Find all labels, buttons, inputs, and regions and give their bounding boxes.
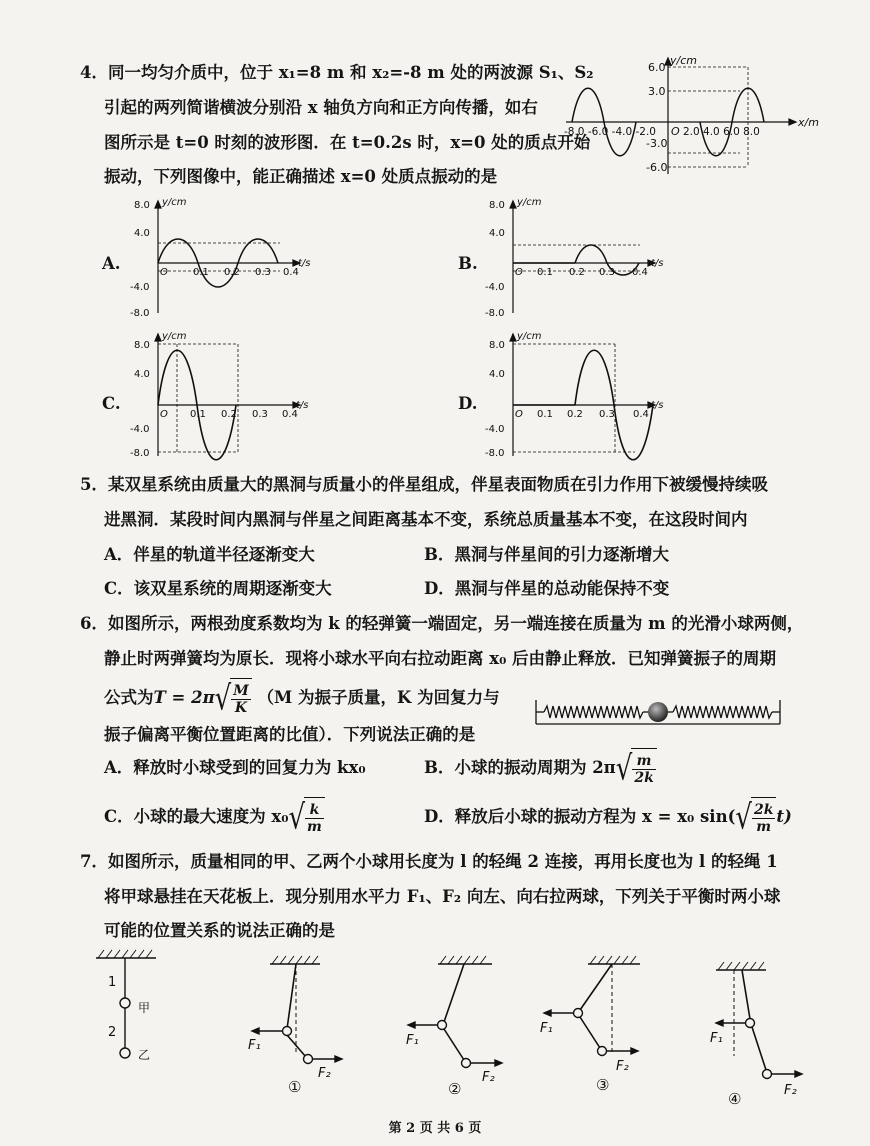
opt-x-tick: 0.3 xyxy=(255,267,271,278)
opt-x-tick: 0.1 xyxy=(193,267,209,278)
q7-c3-F1: F₁ xyxy=(540,1021,553,1036)
q7-ball2-label: 乙 xyxy=(138,1048,151,1062)
q6-formula-M: M xyxy=(233,683,249,699)
opt-y-tick: -4.0 xyxy=(485,282,505,293)
q6-formula-K: K xyxy=(234,700,248,716)
q7-rope1-label: 1 xyxy=(108,975,117,990)
q7-line-2: 将甲球悬挂在天花板上．现分别用水平力 F₁、F₂ 向左、向右拉两球，下列关于平衡时两小球 xyxy=(104,887,781,906)
q4-option-b-letter[interactable]: B. xyxy=(458,254,478,273)
opt-y-tick: -8.0 xyxy=(485,448,505,459)
q6-line-2: 静止时两弹簧均为原长．现将小球水平向右拉动距离 x₀ 后由静止释放．已知弹簧振子的周期 xyxy=(104,649,777,668)
opt-x-tick: 0.4 xyxy=(633,409,649,420)
q4-line-1: 4．同一均匀介质中，位于 x₁=8 m 和 x₂=-8 m 处的两波源 S₁、S₂ xyxy=(80,63,594,82)
q4-option-c-letter[interactable]: C. xyxy=(102,394,121,413)
opt-y-label: y/cm xyxy=(162,331,187,342)
opt-x-tick: 0.1 xyxy=(190,409,206,420)
wave-origin: O xyxy=(671,125,680,138)
opt-x-tick: 0.3 xyxy=(599,409,615,420)
q6-option-b-text: B．小球的振动周期为 2π xyxy=(424,758,616,777)
q6-formula-prefix: 公式为 xyxy=(104,688,154,707)
opt-x-label: t/s xyxy=(651,400,664,411)
wave-y-tick: -3.0 xyxy=(646,137,668,150)
q4-line-4: 振动，下列图像中，能正确描述 x=0 处质点振动的是 xyxy=(104,167,498,186)
ball-icon xyxy=(648,702,668,722)
q6-formula-desc: （M 为振子质量，K 为回复力与 xyxy=(257,688,500,707)
wave-y-label: y/cm xyxy=(670,54,697,67)
q7-rope2-label: 2 xyxy=(108,1025,117,1040)
q7-label-1: ① xyxy=(288,1078,302,1096)
q7-ball1-label: 甲 xyxy=(138,1001,151,1015)
q5-option-d[interactable]: D．黑洞与伴星的总动能保持不变 xyxy=(424,579,670,598)
q4-option-a-letter[interactable]: A. xyxy=(102,254,121,273)
q6-line-4: 振子偏离平衡位置距离的比值）．下列说法正确的是 xyxy=(104,725,476,744)
opt-y-tick: -8.0 xyxy=(130,448,150,459)
opt-y-tick: 8.0 xyxy=(134,200,150,211)
q7-label-4: ④ xyxy=(728,1090,742,1108)
q7-c2-F1: F₁ xyxy=(406,1033,419,1048)
sqrt-icon: √ xyxy=(214,679,232,718)
wave-y-tick: -6.0 xyxy=(646,161,668,174)
opt-x-tick: 0.2 xyxy=(221,409,237,420)
q6-option-c-num: k xyxy=(305,802,324,819)
sqrt-icon: √ xyxy=(288,798,306,837)
opt-y-tick: 4.0 xyxy=(134,228,150,239)
opt-y-tick: 8.0 xyxy=(134,340,150,351)
q7-line-3: 可能的位置关系的说法正确的是 xyxy=(104,921,335,940)
q6-line-1: 6．如图所示，两根劲度系数均为 k 的轻弹簧一端固定，另一端连接在质量为 m 的光滑小球两侧， xyxy=(80,614,804,633)
q6-option-c[interactable] xyxy=(104,797,325,837)
opt-y-tick: -8.0 xyxy=(130,308,150,319)
opt-x-tick: 0.1 xyxy=(537,267,553,278)
q6-option-d-text: D．释放后小球的振动方程为 x = x₀ sin( xyxy=(424,807,736,826)
q5-option-b[interactable]: B．黑洞与伴星间的引力逐渐增大 xyxy=(424,545,669,564)
opt-origin: O xyxy=(515,409,523,420)
opt-x-tick: 0.4 xyxy=(283,267,299,278)
opt-x-label: t/s xyxy=(298,258,311,269)
q6-option-d-num: 2k xyxy=(753,802,774,818)
q6-option-b-den: 2k xyxy=(634,770,654,786)
q6-option-a[interactable]: A．释放时小球受到的回复力为 kx₀ xyxy=(104,758,366,777)
opt-origin: O xyxy=(160,267,168,278)
q4-line-2: 引起的两列简谐横波分别沿 x 轴负方向和正方向传播，如右 xyxy=(104,98,538,117)
wave-y-tick: 3.0 xyxy=(648,85,666,98)
q4-option-c-graph xyxy=(120,330,320,460)
opt-y-tick: -4.0 xyxy=(130,424,150,435)
q7-config-2 xyxy=(400,944,520,1104)
opt-x-tick: 0.4 xyxy=(282,409,298,420)
opt-y-tick: 8.0 xyxy=(489,340,505,351)
q6-option-c-den: m xyxy=(307,819,322,835)
q7-config-3 xyxy=(540,944,660,1104)
page-footer: 第 2 页 共 6 页 xyxy=(388,1121,482,1136)
q6-option-c-text: C．小球的最大速度为 x₀ xyxy=(104,807,289,826)
q7-c4-F1: F₁ xyxy=(710,1031,723,1046)
wave-y-tick: 6.0 xyxy=(648,61,666,74)
opt-origin: O xyxy=(160,409,168,420)
wave-x-ticks-right: 2.0 4.0 6.0 8.0 xyxy=(683,126,760,138)
q6-option-b[interactable] xyxy=(424,748,657,788)
sqrt-icon: √ xyxy=(735,798,752,837)
q4-option-a-graph xyxy=(120,195,320,319)
q7-config-4 xyxy=(700,944,820,1114)
opt-origin: O xyxy=(515,267,523,278)
opt-x-tick: 0.2 xyxy=(567,409,583,420)
q6-option-b-num: m xyxy=(632,753,655,770)
opt-y-label: y/cm xyxy=(162,197,187,208)
opt-y-tick: -4.0 xyxy=(130,282,150,293)
q6-spring-figure xyxy=(530,692,790,732)
q5-option-a[interactable]: A．伴星的轨道半径逐渐变大 xyxy=(104,545,315,564)
q7-c1-F1: F₁ xyxy=(248,1038,261,1053)
sqrt-icon: √ xyxy=(615,749,633,788)
q4-line-3: 图所示是 t=0 时刻的波形图．在 t=0.2s 时，x=0 处的质点开始 xyxy=(104,133,591,152)
opt-y-tick: -4.0 xyxy=(485,424,505,435)
q6-formula-line xyxy=(104,678,500,718)
q7-c4-F2: F₂ xyxy=(784,1083,797,1098)
opt-x-tick: 0.3 xyxy=(599,267,615,278)
opt-y-label: y/cm xyxy=(517,331,542,342)
q7-c1-F2: F₂ xyxy=(318,1066,331,1081)
opt-y-tick: 4.0 xyxy=(134,369,150,380)
q7-config-1 xyxy=(230,944,350,1104)
q7-line-1: 7．如图所示，质量相同的甲、乙两个小球用长度为 l 的轻绳 2 连接，再用长度也为 l 的轻绳 1 xyxy=(80,852,778,871)
opt-x-label: t/s xyxy=(651,258,664,269)
opt-y-label: y/cm xyxy=(517,197,542,208)
opt-x-tick: 0.1 xyxy=(537,409,553,420)
q7-label-2: ② xyxy=(448,1080,462,1098)
opt-x-label: t/s xyxy=(296,400,309,411)
opt-x-tick: 0.3 xyxy=(252,409,268,420)
q6-option-d-den: m xyxy=(756,819,772,835)
q4-option-b-graph xyxy=(475,195,675,319)
q4-wave-graph xyxy=(560,52,819,177)
opt-y-tick: 4.0 xyxy=(489,369,505,380)
opt-x-tick: 0.2 xyxy=(569,267,585,278)
q6-formula-T: T = 2π xyxy=(153,688,215,707)
q7-label-3: ③ xyxy=(596,1076,610,1094)
q7-reference-figure xyxy=(88,944,178,1069)
q5-option-c[interactable]: C．该双星系统的周期逐渐变大 xyxy=(104,579,332,598)
q4-option-d-letter[interactable]: D. xyxy=(458,394,478,413)
opt-x-tick: 0.2 xyxy=(224,267,240,278)
q5-line-2: 进黑洞．某段时间内黑洞与伴星之间距离基本不变，系统总质量基本不变，在这段时间内 xyxy=(104,510,748,529)
q5-line-1: 5．某双星系统由质量大的黑洞与质量小的伴星组成，伴星表面物质在引力作用下被缓慢持续吸 xyxy=(80,475,768,494)
q7-c2-F2: F₂ xyxy=(482,1070,495,1085)
opt-y-tick: 8.0 xyxy=(489,200,505,211)
q7-c3-F2: F₂ xyxy=(616,1059,629,1074)
wave-x-label: x/m xyxy=(798,116,819,129)
wave-x-ticks-left: -8.0 -6.0 -4.0 -2.0 xyxy=(564,126,656,138)
opt-x-tick: 0.4 xyxy=(632,267,648,278)
q4-option-d-graph xyxy=(475,330,675,460)
opt-y-tick: 4.0 xyxy=(489,228,505,239)
q6-option-d-end: t) xyxy=(776,807,792,826)
q6-option-d[interactable] xyxy=(424,797,792,837)
opt-y-tick: -8.0 xyxy=(485,308,505,319)
